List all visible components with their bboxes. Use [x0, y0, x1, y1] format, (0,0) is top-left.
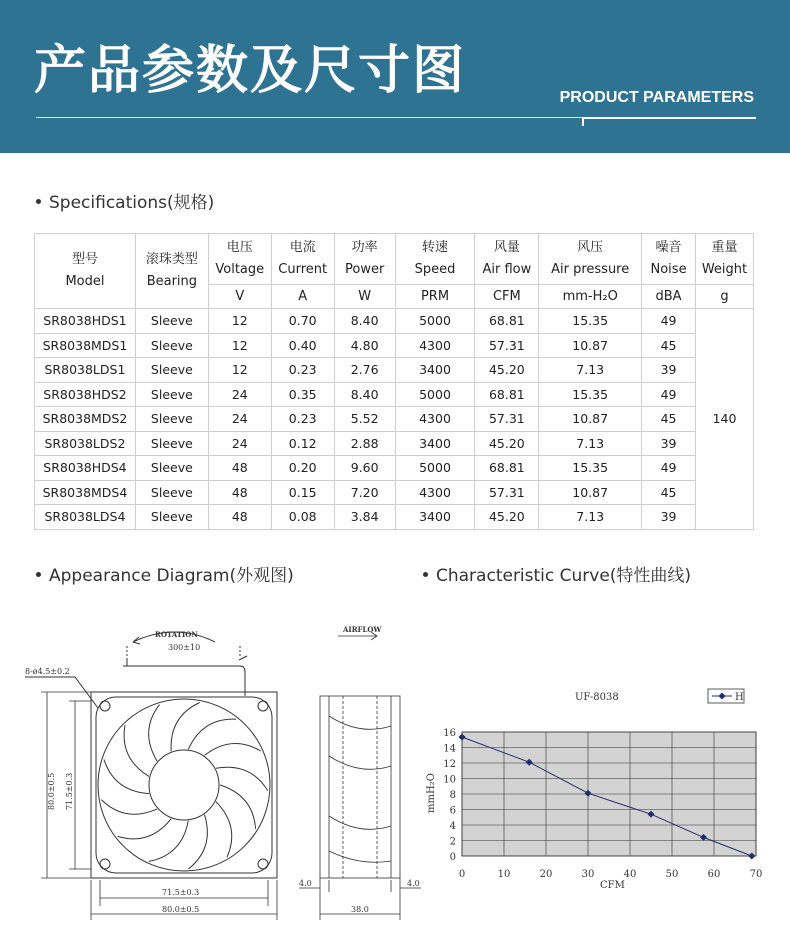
y-tick-label: 12	[443, 759, 456, 770]
table-cell: 3400	[395, 505, 475, 530]
table-row	[35, 382, 754, 407]
dim-outer-horizontal: 80.0±0.5	[162, 905, 200, 914]
table-cell: Sleeve	[135, 505, 208, 530]
col-header-voltage: 电压 Voltage	[208, 234, 271, 285]
table-row	[35, 358, 754, 383]
unit-air-pressure: mm-H₂O	[539, 285, 642, 309]
cable	[123, 656, 247, 696]
x-tick-label: 30	[581, 869, 595, 880]
table-cell: 5000	[395, 382, 475, 407]
rotation-label: ROTATION	[155, 630, 198, 639]
col-header-power: 功率 Power	[334, 234, 395, 285]
col-header-noise: 噪音 Noise	[642, 234, 696, 285]
fan-shroud	[98, 699, 270, 871]
table-cell: 48	[208, 505, 271, 530]
dim-cable: 300±10	[168, 643, 201, 652]
fan-blades	[101, 703, 267, 869]
appearance-diagram	[25, 616, 430, 926]
table-cell: 3.84	[334, 505, 395, 530]
table-cell: 0.40	[271, 333, 334, 358]
table-cell: 9.60	[334, 456, 395, 481]
table-cell: 2.76	[334, 358, 395, 383]
fan-blade	[220, 785, 256, 829]
table-cell: 10.87	[539, 333, 642, 358]
table-cell: 5000	[395, 456, 475, 481]
table-cell: 15.35	[539, 309, 642, 334]
table-row	[35, 456, 754, 481]
table-cell: 4300	[395, 407, 475, 432]
section-curve-label: Characteristic Curve(特性曲线)	[436, 566, 692, 586]
table-row	[35, 407, 754, 432]
table-row	[35, 480, 754, 505]
x-axis-label: CFM	[600, 880, 625, 891]
table-cell: 7.13	[539, 505, 642, 530]
fan-blade	[104, 760, 149, 794]
table-cell: 0.08	[271, 505, 334, 530]
table-cell: 0.35	[271, 382, 334, 407]
dim-hole: 8-ø4.5±0.2	[25, 667, 70, 676]
y-tick-label: 14	[443, 743, 456, 755]
table-cell: 49	[642, 382, 696, 407]
unit-voltage: V	[208, 285, 271, 309]
table-cell: 0.23	[271, 358, 334, 383]
fan-frame-outer	[91, 692, 277, 878]
y-tick-label: 16	[443, 728, 456, 739]
table-cell: 48	[208, 456, 271, 481]
col-header-speed: 转速 Speed	[395, 234, 475, 285]
table-cell: 7.13	[539, 358, 642, 383]
col-header-bearing: 滚珠类型 Bearing	[135, 234, 208, 309]
table-cell: 45	[642, 480, 696, 505]
fan-blade	[189, 815, 208, 869]
table-cell: 8.40	[334, 382, 395, 407]
table-cell: 0.15	[271, 480, 334, 505]
table-row	[35, 333, 754, 358]
table-cell: 24	[208, 431, 271, 456]
header-divider-tick	[582, 117, 584, 126]
col-header-current: 电流 Current	[271, 234, 334, 285]
unit-noise: dBA	[642, 285, 696, 309]
weight-cell: 140	[696, 309, 754, 530]
header-divider	[36, 117, 582, 118]
y-tick-label: 6	[449, 805, 456, 817]
table-cell: SR8038HDS4	[35, 456, 136, 481]
table-cell: 49	[642, 456, 696, 481]
table-cell: 0.70	[271, 309, 334, 334]
airflow-label: AIRFLOW	[343, 625, 382, 634]
table-cell: 45	[642, 333, 696, 358]
table-cell: SR8038LDS4	[35, 505, 136, 530]
fan-blade	[101, 800, 157, 815]
fan-blade	[205, 743, 261, 755]
table-cell: 57.31	[475, 407, 539, 432]
dim-flange-left: 4.0	[299, 879, 312, 888]
table-cell: 4300	[395, 480, 475, 505]
chart-title: UF-8038	[575, 692, 619, 703]
table-cell: 2.88	[334, 431, 395, 456]
table-cell: 48	[208, 480, 271, 505]
dim-inner-vertical: 71.5±0.3	[65, 772, 74, 810]
section-appearance-label: Appearance Diagram(外观图)	[49, 566, 294, 586]
table-cell: Sleeve	[135, 407, 208, 432]
table-cell: SR8038HDS2	[35, 382, 136, 407]
table-cell: 0.23	[271, 407, 334, 432]
table-cell: 10.87	[539, 480, 642, 505]
table-cell: 68.81	[475, 382, 539, 407]
unit-weight: g	[696, 285, 754, 309]
table-cell: 45.20	[475, 431, 539, 456]
section-specifications-label: Specifications(规格)	[49, 193, 215, 213]
table-cell: 68.81	[475, 456, 539, 481]
y-axis-ticks	[443, 728, 456, 863]
table-cell: SR8038MDS4	[35, 480, 136, 505]
fan-hub	[149, 750, 219, 820]
table-cell: 12	[208, 333, 271, 358]
x-tick-label: 20	[539, 869, 553, 880]
fan-blade	[124, 725, 149, 776]
table-cell: 7.13	[539, 431, 642, 456]
col-header-weight: 重量 Weight	[696, 234, 754, 285]
page-title: 产品参数及尺寸图	[34, 41, 467, 101]
hole-leader	[25, 677, 98, 708]
y-axis-label: mmH₂O	[426, 773, 437, 813]
table-cell: Sleeve	[135, 382, 208, 407]
table-cell: 24	[208, 407, 271, 432]
table-cell: Sleeve	[135, 333, 208, 358]
unit-power: W	[334, 285, 395, 309]
table-cell: 10.87	[539, 407, 642, 432]
header-divider-accent	[582, 117, 756, 119]
x-axis-ticks	[459, 869, 763, 880]
table-cell: Sleeve	[135, 456, 208, 481]
table-cell: 49	[642, 309, 696, 334]
table-row	[35, 505, 754, 530]
table-cell: Sleeve	[135, 431, 208, 456]
table-cell: 8.40	[334, 309, 395, 334]
table-cell: Sleeve	[135, 480, 208, 505]
bullet-icon	[36, 572, 41, 577]
y-tick-label: 0	[449, 852, 456, 863]
table-cell: 12	[208, 309, 271, 334]
table-cell: 39	[642, 505, 696, 530]
table-cell: 45.20	[475, 505, 539, 530]
y-tick-label: 8	[449, 790, 456, 801]
table-cell: 5.52	[334, 407, 395, 432]
y-tick-label: 4	[449, 821, 456, 832]
table-cell: SR8038LDS2	[35, 431, 136, 456]
dim-depth: 38.0	[351, 905, 369, 914]
dim-flange-right: 4.0	[407, 879, 420, 888]
table-cell: 24	[208, 382, 271, 407]
table-cell: SR8038MDS1	[35, 333, 136, 358]
dim-outer-vertical: 80.0±0.5	[47, 772, 56, 810]
x-tick-label: 10	[497, 869, 511, 880]
x-tick-label: 50	[665, 869, 679, 880]
dim-inner-horizontal: 71.5±0.3	[162, 888, 200, 897]
header-banner	[0, 0, 790, 153]
col-header-model: 型号 Model	[35, 234, 136, 309]
legend-marker-icon	[718, 692, 725, 699]
col-header-air-pressure: 风压 Air pressure	[539, 234, 642, 285]
table-cell: Sleeve	[135, 358, 208, 383]
unit-current: A	[271, 285, 334, 309]
table-cell: SR8038HDS1	[35, 309, 136, 334]
table-cell: 7.20	[334, 480, 395, 505]
table-cell: 68.81	[475, 309, 539, 334]
spec-table	[34, 233, 754, 530]
table-row	[35, 431, 754, 456]
table-cell: 39	[642, 358, 696, 383]
table-cell: 15.35	[539, 382, 642, 407]
table-cell: 0.12	[271, 431, 334, 456]
fan-side-view	[320, 696, 400, 878]
table-cell: 5000	[395, 309, 475, 334]
fan-blade	[216, 802, 232, 858]
table-cell: 45.20	[475, 358, 539, 383]
x-tick-label: 70	[749, 869, 763, 880]
characteristic-chart	[420, 680, 780, 895]
table-cell: 57.31	[475, 333, 539, 358]
table-row	[35, 309, 754, 334]
section-appearance	[36, 561, 294, 586]
bullet-icon	[423, 572, 428, 577]
table-cell: 12	[208, 358, 271, 383]
page-subtitle: PRODUCT PARAMETERS	[559, 89, 754, 106]
table-body	[35, 309, 754, 530]
fan-blade	[149, 821, 188, 862]
chart-legend	[708, 689, 744, 703]
bullet-icon	[36, 199, 41, 204]
x-tick-label: 0	[458, 869, 466, 880]
table-cell: 4300	[395, 333, 475, 358]
section-specifications	[36, 188, 214, 213]
table-cell: 4.80	[334, 333, 395, 358]
legend-label: H	[735, 692, 744, 703]
unit-airflow: CFM	[475, 285, 539, 309]
table-header-row	[35, 234, 754, 285]
fan-blade	[118, 819, 172, 839]
mount-hole	[100, 701, 110, 711]
table-cell: 0.20	[271, 456, 334, 481]
unit-speed: PRM	[395, 285, 475, 309]
fan-blade	[216, 767, 268, 790]
table-cell: 45	[642, 407, 696, 432]
table-cell: SR8038MDS2	[35, 407, 136, 432]
table-cell: Sleeve	[135, 309, 208, 334]
table-cell: 3400	[395, 358, 475, 383]
table-cell: 57.31	[475, 480, 539, 505]
y-tick-label: 10	[443, 774, 456, 786]
fan-blade	[171, 703, 200, 752]
section-curve	[423, 561, 691, 586]
table-cell: 3400	[395, 431, 475, 456]
x-tick-label: 60	[707, 869, 721, 880]
table-cell: 39	[642, 431, 696, 456]
fan-blade	[188, 719, 236, 749]
fan-blade	[149, 705, 160, 762]
col-header-airflow: 风量 Air flow	[475, 234, 539, 285]
x-tick-label: 40	[623, 869, 637, 880]
table-cell: SR8038LDS1	[35, 358, 136, 383]
y-tick-label: 2	[449, 836, 456, 848]
table-cell: 15.35	[539, 456, 642, 481]
